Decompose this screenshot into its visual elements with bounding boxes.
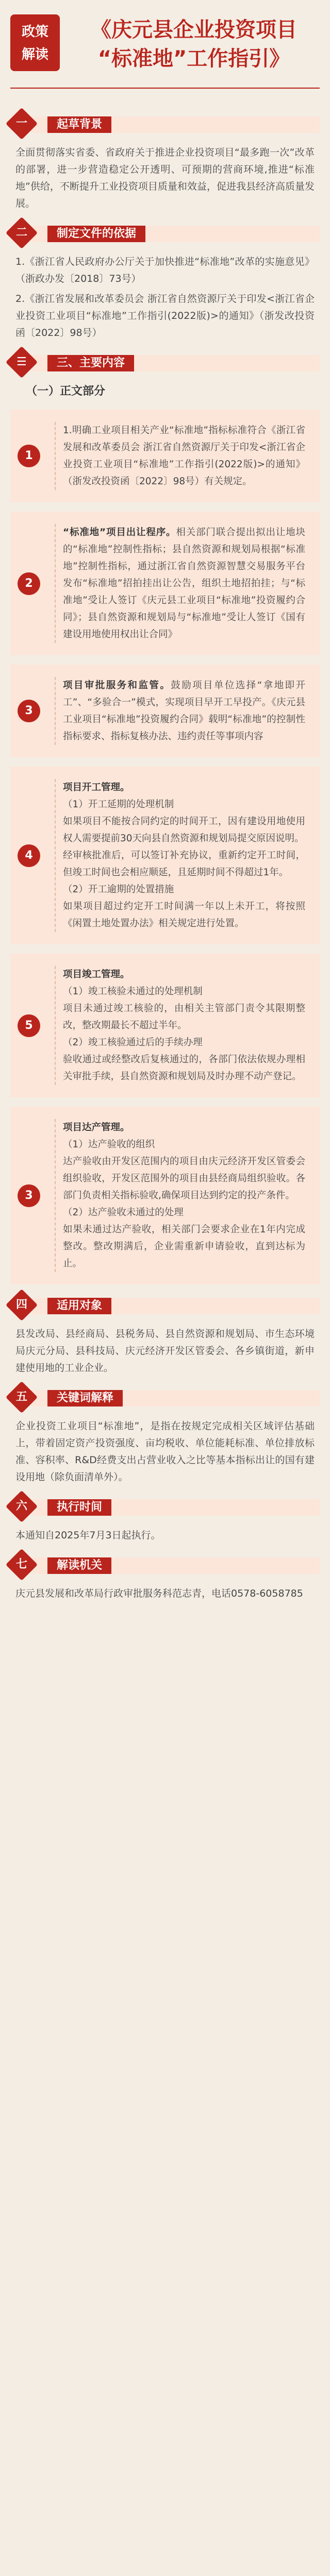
header [0,0,330,103]
item-number-icon: 3 [18,1184,40,1207]
section-number: 一 [15,116,28,130]
section-number-icon: ☰ [6,346,38,378]
badge-line-1: 政策 [21,24,48,40]
section-7-header [0,1553,330,1577]
section-7-body [15,1585,315,1602]
section-1-body [15,144,315,212]
section-2-body [15,253,315,342]
item-lead: 项目达产管理。 [63,1122,130,1133]
item-line: （1）竣工核验未通过的处理机制 [63,986,203,997]
item-line: （2）竣工核验通过后的手续办理 [63,1037,203,1048]
paragraph: 本通知自2025年7月3日起执行。 [15,1530,161,1541]
paragraph: 1.《浙江省人民政府办公厅关于加快推进“标准地”改革的实施意见》（浙政办发〔2018〕73号） [15,256,315,284]
section-6-body [15,1527,315,1544]
item-line: 如果项目超过约定开工时间满一年以上未开工，将按照《闲置土地处置办法》相关规定进行处置。 [63,901,305,929]
section-title: 起草背景 [47,116,111,133]
subheading: （一）正文部分 [26,385,106,398]
header-divider [10,88,320,89]
item-number-icon: 3 [18,700,40,722]
section-number: 六 [15,1499,28,1513]
section-title: 关键词解释 [47,1390,123,1406]
title-line-2: “标准地”工作指引》 [97,47,290,71]
section-number-icon [6,1381,38,1413]
content-item [10,665,320,757]
paragraph: 企业投资工业项目“标准地”，是指在按规定完成相关区域评估基础上，带着固定资产投资强度、亩均税收、单位能耗标准、单位排放标准、容积率、R&D经费支出占营业收入之比等基本指标出让的国有建设用地（除负面清单外）。 [15,1420,315,1483]
item-line: （2）开工逾期的处置措施 [63,884,174,895]
section-number-icon [6,108,38,140]
title-line-1: 《庆元县企业投资项目 [91,18,297,42]
item-line: 如果项目不能按合同约定的时间开工，因有建设用地使用权人需要提前30天向县自然资源和规划局提交原因说明。 [63,816,305,844]
item-lead: 项目开工管理。 [63,782,130,793]
content-item [10,1107,320,1284]
section-title: 三、主要内容 [47,355,134,371]
item-text: 鼓励项目单位选择“拿地即开工”、“多验合一”模式，实现项目早开工早投产。《庆元县工业项目“标准地”投资履约合同》载明“标准地”的控制性指标要求、指标复核办法、违约责任等事项内容 [63,680,305,742]
paragraph: 2.《浙江省发展和改革委员会 浙江省自然资源厅关于印发<浙江省企业投资工业项目“标准地”工作指引(2022版)>的通知》（浙发改投资函〔2022〕98号） [15,293,315,338]
badge-line-2: 解读 [21,47,48,62]
section-3-header [0,351,330,375]
paragraph: 全面贯彻落实省委、省政府关于推进企业投资项目“最多跑一次”改革的部署，进一步营造稳定公开透明、可预期的营商环境,推进“标准地”供给，不断提升工业投资项目质量和效益，促进我县经济高质量发展。 [15,147,315,209]
section-title: 解读机关 [47,1557,111,1574]
item-number-icon: 5 [18,1014,40,1037]
item-line: 如果未通过达产验收，相关部门会要求企业在1年内完成整改。整改期满后，企业需重新申请验收，直到达标为止。 [63,1224,305,1269]
item-line: 达产验收由开发区范围内的项目由庆元经济开发区管委会组织验收，开发区范围外的项目由县经商局组织验收。各部门负责相关指标验收,确保项目达到约定的投产条件。 [63,1156,305,1201]
section-1-header [0,112,330,136]
item-number-icon: 1 [18,445,40,467]
item-text: 相关部门联合提出拟出让地块的“标准地”控制性指标；县自然资源和规划局根据“标准地”控制性指标，通过浙江省自然资源智慧交易服务平台发布“标准地”招拍挂出让公告，组织土地招拍挂；与“标准地”受让人签订《庆元县工业项目“标准地”投资履约合同》；县自然资源和规划局与“标准地”受让人签订《国有建设用地使用权出让合同》 [63,527,305,640]
section-number-icon [6,1490,38,1522]
section-4-body [15,1326,315,1377]
policy-interpretation-badge [10,14,60,71]
item-line: 验收通过或经整改后复核通过的，各部门依法依规办理相关审批手续，县自然资源和规划局及时办理不动产登记。 [63,1054,305,1082]
content-item [10,512,320,655]
section-5-header [0,1386,330,1410]
item-text: 1.明确工业项目相关产业“标准地”指标标准符合《浙江省发展和改革委员会 浙江省自然资源厅关于印发<浙江省企业投资工业项目“标准地”工作指引(2022版)>的通知》（浙发改投资函〔2022〕98号）有关规定。 [63,425,305,487]
section-title: 适用对象 [47,1298,111,1314]
item-number-icon: 2 [18,572,40,595]
content-item [10,954,320,1097]
item-line: 经审核批准后，可以签订补充协议，重新约定开工时间，但竣工时间也会相应顺延，且延期时间不得超过1年。 [63,850,305,878]
section-6-header [0,1495,330,1519]
item-line: （2）达产验收未通过的处理 [63,1207,184,1218]
section-number: 五 [15,1390,28,1403]
section-number: 四 [15,1298,28,1311]
section-title: 执行时间 [47,1499,111,1516]
item-lead: 项目竣工管理。 [63,969,130,980]
content-item [10,410,320,502]
item-line: （1）开工延期的处理机制 [63,799,174,810]
item-line: 项目未通过竣工核验的，由相关主管部门责令其限期整改，整改期最长不超过半年。 [63,1003,305,1031]
content-item [10,767,320,944]
section-title: 制定文件的依据 [47,226,145,242]
section-number: 二 [15,226,28,239]
paragraph: 庆元县发展和改革局行政审批服务科范志青，电话0578-6058785 [15,1588,303,1599]
section-2-header [0,222,330,245]
item-line: （1）达产验收的组织 [63,1139,155,1150]
section-number: 七 [15,1557,28,1571]
section-4-header [0,1294,330,1317]
section-number-icon [6,217,38,249]
item-lead: “标准地”项目出让程序。 [63,527,176,538]
section-5-body [15,1418,315,1486]
page-title [70,15,318,73]
item-lead: 项目审批服务和监管。 [63,680,171,691]
section-number-icon [6,1289,38,1321]
section-number-icon [6,1549,38,1581]
paragraph: 县发改局、县经商局、县税务局、县自然资源和规划局、市生态环境局庆元分局、县科技局、庆元经济开发区管委会、各乡镇街道，新申建使用地的工业企业。 [15,1328,315,1374]
item-number-icon: 4 [18,844,40,867]
